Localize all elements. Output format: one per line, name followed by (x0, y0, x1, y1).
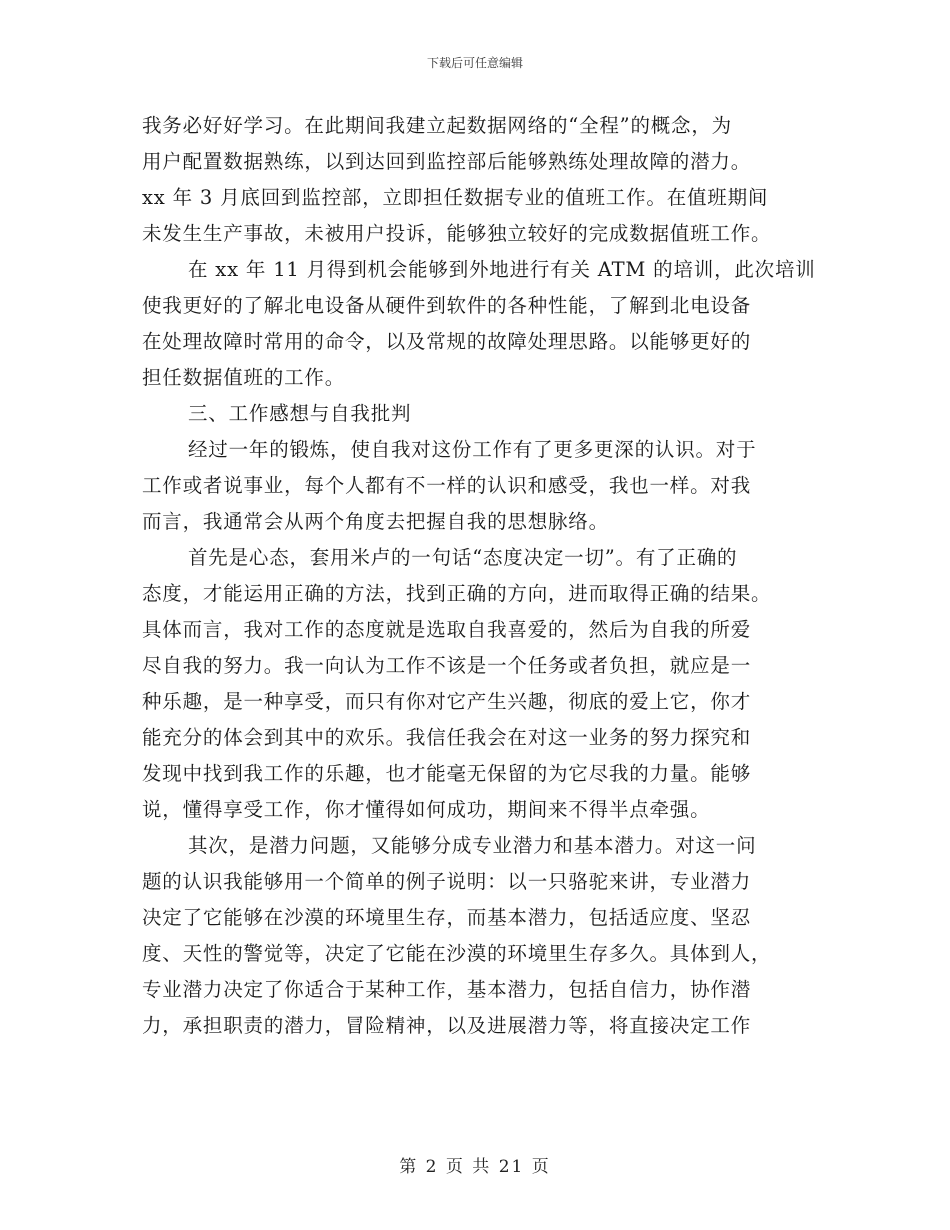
text-line: 我务必好好学习。在此期间我建立起数据网络的“全程”的概念，为 (142, 114, 732, 137)
text-line: 未发生生产事故，未被用户投诉，能够独立较好的完成数据值班工作。 (142, 222, 772, 245)
text-line: 说，懂得享受工作，你才懂得如何成功，期间来不得半点牵强。 (142, 798, 711, 821)
text-line: 专业潜力决定了你适合于某种工作，基本潜力，包括自信力，协作潜 (142, 978, 752, 1001)
text-line: 使我更好的了解北电设备从硬件到软件的各种性能，了解到北电设备 (142, 294, 752, 317)
text-line: 发现中找到我工作的乐趣，也才能毫无保留的为它尽我的力量。能够 (142, 762, 752, 785)
text-line: 尽自我的努力。我一向认为工作不该是一个任务或者负担，就应是一 (142, 654, 752, 677)
text-line: 决定了它能够在沙漠的环境里生存，而基本潜力，包括适应度、坚忍 (142, 906, 752, 929)
paragraph-start-line: 其次，是潜力问题，又能够分成专业潜力和基本潜力。对这一问 (188, 834, 757, 857)
text-line: 力，承担职责的潜力，冒险精神，以及进展潜力等，将直接决定工作 (142, 1014, 752, 1037)
text-line: 能充分的体会到其中的欢乐。我信任我会在对这一业务的努力探究和 (142, 726, 752, 749)
paragraph-start-line: 首先是心态，套用米卢的一句话“态度决定一切”。有了正确的 (188, 546, 738, 569)
text-line: 在处理故障时常用的命令，以及常规的故障处理思路。以能够更好的 (142, 330, 752, 353)
body-text (142, 108, 816, 1044)
page-header: 下载后可任意编辑 (426, 56, 523, 70)
text-line: 种乐趣，是一种享受，而只有你对它产生兴趣，彻底的爱上它，你才 (142, 690, 752, 713)
text-line: xx 年 3 月底回到监控部，立即担任数据专业的值班工作。在值班期间 (142, 186, 769, 209)
text-line: 具体而言，我对工作的态度就是选取自我喜爱的，然后为自我的所爱 (142, 618, 752, 641)
text-line: 题的认识我能够用一个简单的例子说明：以一只骆驼来讲，专业潜力 (142, 870, 752, 893)
text-line: 工作或者说事业，每个人都有不一样的认识和感受，我也一样。对我 (142, 474, 752, 497)
text-line: 度、天性的警觉等，决定了它能在沙漠的环境里生存多久。具体到人， (142, 942, 772, 965)
text-line: 态度，才能运用正确的方法，找到正确的方向，进而取得正确的结果。 (142, 582, 772, 605)
text-line: 担任数据值班的工作。 (142, 366, 346, 389)
text-line: 而言，我通常会从两个角度去把握自我的思想脉络。 (142, 510, 609, 533)
text-line: 用户配置数据熟练，以到达回到监控部后能够熟练处理故障的潜力。 (142, 150, 752, 173)
section-heading: 三、工作感想与自我批判 (188, 402, 412, 425)
paragraph-start-line: 在 xx 年 11 月得到机会能够到外地进行有关 ATM 的培训，此次培训 (188, 258, 816, 281)
page-number-footer: 第 2 页 共 21 页 (399, 1157, 551, 1177)
paragraph-start-line: 经过一年的锻炼，使自我对这份工作有了更多更深的认识。对于 (188, 438, 757, 461)
